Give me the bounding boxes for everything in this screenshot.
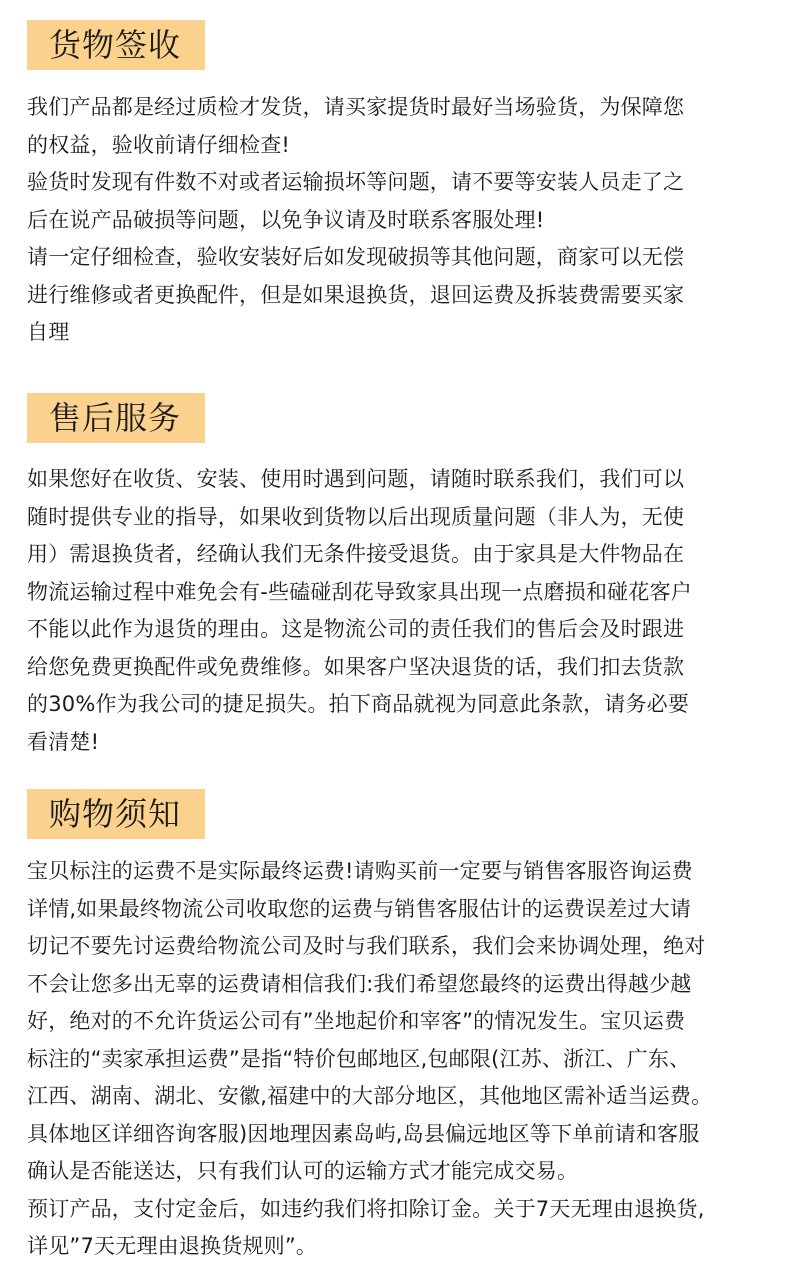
text-line: 的权益，验收前请仔细检查! xyxy=(27,132,291,157)
text-line: 宝贝标注的运费不是实际最终运费!请购买前一定要与销售客服咨询运费 xyxy=(27,859,693,883)
section-heading-goods-receipt: 货物签收 xyxy=(27,20,205,70)
section-body-after-sales xyxy=(27,461,779,761)
section-body-goods-receipt xyxy=(27,89,779,352)
text-line: 不会让您多出无辜的运费请相信我们:我们希望您最终的运费出得越少越 xyxy=(27,971,692,996)
text-line: 物流运输过程中难免会有-些磕碰刮花导致家具出现一点磨损和碰花客户 xyxy=(27,579,692,604)
text-line: 的30%作为我公司的捷足损失。拍下商品就视为同意此条款，请务必要 xyxy=(27,692,690,716)
text-line: 具体地区详细咨询客服)因地理因素岛屿,岛县偏远地区等下单前请和客服 xyxy=(27,1121,700,1146)
section-heading-after-sales: 售后服务 xyxy=(27,393,205,443)
text-line: 标注的“卖家承担运费”是指“特价包邮地区,包邮限(江苏、浙江、广东、 xyxy=(27,1046,691,1071)
text-line: 详见”7天无理由退换货规则”。 xyxy=(27,1234,318,1258)
text-line: 确认是否能送达，只有我们认可的运输方式才能完成交易。 xyxy=(27,1159,579,1183)
text-line: 自理 xyxy=(27,320,70,344)
text-line: 后在说产品破损等问题，以免争议请及时联系客服处理! xyxy=(27,207,545,232)
text-line: 请一定仔细检查，验收安装好后如发现破损等其他问题，商家可以无偿 xyxy=(27,245,685,269)
text-line: 我们产品都是经过质检才发货，请买家提货时最好当场验货，为保障您 xyxy=(27,95,685,119)
text-line: 切记不要先讨运费给物流公司及时与我们联系，我们会来协调处理，绝对 xyxy=(27,934,706,958)
text-line: 给您免费更换配件或免费维修。如果客户坚决退货的话，我们扣去货款 xyxy=(27,654,685,679)
text-line: 江西、湖南、湖北、安徽,福建中的大部分地区，其他地区需补适当运费。 xyxy=(27,1084,713,1108)
text-line: 看清楚! xyxy=(27,729,100,754)
text-line: 不能以此作为退货的理由。这是物流公司的责任我们的售后会及时跟进 xyxy=(27,617,685,641)
text-line: 随时提供专业的指导，如果收到货物以后出现质量问题（非人为，无使 xyxy=(27,504,685,529)
text-line: 如果您好在收货、安装、使用时遇到问题，请随时联系我们，我们可以 xyxy=(27,467,685,491)
text-line: 进行维修或者更换配件，但是如果退换货，退回运费及拆装费需要买家 xyxy=(27,282,685,307)
text-line: 详情,如果最终物流公司收取您的运费与销售客服估计的运费误差过大请 xyxy=(27,896,692,921)
text-line: 验货时发现有件数不对或者运输损坏等问题，请不要等安装人员走了之 xyxy=(27,170,685,194)
section-heading-shopping-notice: 购物须知 xyxy=(27,789,205,839)
text-line: 用）需退换货者，经确认我们无条件接受退货。由于家具是大件物品在 xyxy=(27,542,685,566)
section-body-shopping-notice xyxy=(27,853,779,1266)
text-line: 好，绝对的不允许货运公司有”坐地起价和宰客”的情况发生。宝贝运费 xyxy=(27,1009,686,1033)
text-line: 预订产品，支付定金后，如违约我们将扣除订金。关于7天无理由退换货, xyxy=(27,1196,705,1221)
